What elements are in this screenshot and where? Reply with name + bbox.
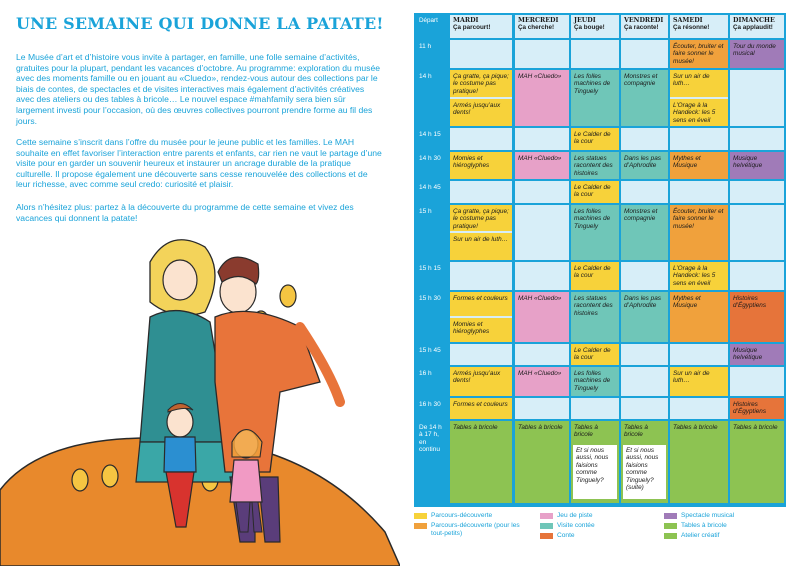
legend [414, 512, 786, 562]
time-slot: 14 h 30 [419, 155, 441, 162]
legend-label: Spectacle musical [681, 512, 735, 519]
activity-cell: Momies et hiéroglyphes [450, 318, 512, 342]
legend-item [664, 532, 782, 540]
empty-slot [670, 181, 728, 203]
activity-cell: Mythes et Musique [670, 152, 728, 179]
activity-cell: Sur un air de luth… [670, 367, 728, 396]
empty-slot [515, 262, 569, 290]
legend-swatch [414, 513, 427, 519]
activity-cell: Tour du monde musical [730, 40, 784, 68]
day-theme: Ça parcourt! [453, 24, 491, 32]
activity-cell: Le Calder de la cour [571, 344, 619, 365]
activity-cell: Histoires d’Égyptiens [730, 292, 784, 342]
legend-swatch [540, 513, 553, 519]
activity-cell: Écouter, bruiter et faire sonner le musée! [670, 205, 728, 260]
day-theme: Ça raconte! [624, 24, 659, 32]
empty-slot [515, 128, 569, 150]
legend-item [664, 512, 782, 520]
activity-cell: Ça gratte, ça pique; le costume pas pratique! [450, 70, 512, 97]
activity-cell: Tables à bricole [621, 421, 668, 503]
empty-slot [515, 344, 569, 365]
time-slot: 14 h 15 [419, 131, 441, 138]
activity-cell: Le Calder de la cour [571, 262, 619, 290]
activity-cell: Tables à bricole [670, 421, 728, 503]
activity-cell: Mythes et Musique [670, 292, 728, 342]
day-theme: Ça bouge! [574, 24, 605, 32]
empty-slot [450, 262, 512, 290]
legend-label: Tables à bricole [681, 522, 727, 529]
time-slot: 16 h [419, 370, 432, 377]
legend-swatch [664, 533, 677, 539]
legend-item [540, 532, 658, 540]
activity-cell: Le Calder de la cour [571, 181, 619, 203]
activity-cell: Sur un air de luth… [670, 70, 728, 97]
empty-slot [730, 367, 784, 396]
legend-label: Jeu de piste [557, 512, 593, 519]
time-slot: De 14 h à 17 h, en continu [419, 424, 442, 454]
activity-cell: L’Orage à la Handeck: les 5 sens en éveil [670, 99, 728, 126]
activity-cell: Formes et couleurs [450, 398, 512, 419]
empty-slot [515, 40, 569, 68]
empty-slot [621, 40, 668, 68]
day-name: VENDREDI [624, 17, 664, 24]
activity-cell: Monstres et compagnie [621, 70, 668, 126]
intro-paragraph: Le Musée d’art et d’histoire vous invite à partager, en famille, une folle semaine d’activités, gratuites pour la plupart, pendant les vacances d’octobre. Au programme: exploration du musée avec des moments famille ou en jouant au «Cluedo», rendez-vous autour des collections par le biais de contes, de spectacles et de visites interactives mais également d’activités créatives avec des ateliers ou des tables à bricole… Le nouvel espace #mahfamily sera bien sûr largement investi pour l’occasion, où des œuvres collectives pourront prendre forme au fil des jours. [16, 52, 381, 126]
activity-cell: Sur un air de luth… [450, 233, 512, 260]
activity-cell: Armés jusqu’aux dents! [450, 99, 512, 126]
legend-label: Parcours-découverte [431, 512, 493, 519]
day-theme: Ça résonne! [673, 24, 710, 32]
legend-item [664, 522, 782, 530]
workshop-box: Et si nous aussi, nous faisions comme Tinguely? [573, 445, 617, 499]
empty-slot [730, 205, 784, 260]
activity-cell: MAH «Cluedo» [515, 70, 569, 126]
activity-cell: Les statues racontent des histoires [571, 292, 619, 342]
activity-cell: Musique helvétique [730, 344, 784, 365]
activity-cell: Écouter, bruiter et faire sonner le musée! [670, 40, 728, 68]
time-slot: 11 h [419, 43, 432, 50]
time-slot: 15 h [419, 208, 432, 215]
activity-cell: Musique helvétique [730, 152, 784, 179]
header-depart: Départ [419, 17, 438, 24]
empty-slot [621, 181, 668, 203]
activity-cell: Dans les pas d’Aphrodite [621, 152, 668, 179]
time-slot: 14 h 45 [419, 184, 441, 191]
legend-swatch [664, 523, 677, 529]
header-day [730, 15, 784, 38]
empty-slot [670, 398, 728, 419]
header-day [450, 15, 512, 38]
activity-cell: MAH «Cluedo» [515, 152, 569, 179]
day-name: SAMEDI [673, 17, 703, 24]
day-name: MARDI [453, 17, 479, 24]
empty-slot [450, 344, 512, 365]
mission-paragraph: Cette semaine s’inscrit dans l’offre du musée pour le jeune public et les familles. Le MAH souhaite en effet favoriser l’interaction entre parents et enfants, car rien ne vaut le partage d’une visite pour en garder un souvenir heureux et instaurer un ancrage durable de la pratique culturelle. Il propose également une découverte sans cesse renouvelée des collections et de leur richesse, avec comme seul credo: curiosité et plaisir. [16, 137, 382, 190]
header-day [571, 15, 619, 38]
activity-cell: Armés jusqu’aux dents! [450, 367, 512, 396]
legend-label: Atelier créatif [681, 532, 720, 539]
activity-cell: Ça gratte, ça pique; le costume pas pratique! [450, 205, 512, 231]
header-day [515, 15, 569, 38]
legend-swatch [540, 523, 553, 529]
day-name: DIMANCHE [733, 17, 775, 24]
empty-slot [450, 40, 512, 68]
activity-cell: Les folles machines de Tinguely [571, 70, 619, 126]
day-name: JEUDI [574, 17, 596, 24]
time-slot: 15 h 15 [419, 265, 441, 272]
activity-cell: Tables à bricole [571, 421, 619, 503]
legend-label: Parcours-découverte (pour les tout-petits) [431, 522, 520, 537]
activity-cell: Histoires d’Égyptiens [730, 398, 784, 419]
day-name: MERCREDI [518, 17, 559, 24]
legend-item [414, 522, 524, 537]
legend-label: Visite contée [557, 522, 595, 529]
legend-item [414, 512, 532, 520]
empty-slot [450, 128, 512, 150]
activity-cell: Les folles machines de Tinguely [571, 205, 619, 260]
activity-cell: Dans les pas d’Aphrodite [621, 292, 668, 342]
empty-slot [571, 398, 619, 419]
call-to-action-paragraph: Alors n’hésitez plus: partez à la découverte du programme de cette semaine et vivez des vacances qui donnent la patate! [16, 202, 354, 223]
activity-cell: Tables à bricole [515, 421, 569, 503]
empty-slot [450, 181, 512, 203]
empty-slot [515, 181, 569, 203]
legend-swatch [414, 523, 427, 529]
empty-slot [730, 262, 784, 290]
workshop-box: Et si nous aussi, nous faisions comme Tinguely? (suite) [623, 445, 666, 499]
activity-cell: MAH «Cluedo» [515, 367, 569, 396]
page-title: UNE SEMAINE QUI DONNE LA PATATE! [16, 14, 384, 33]
activity-cell: Le Calder de la cour [571, 128, 619, 150]
activity-cell: Tables à bricole [450, 421, 512, 503]
activity-cell: Les folles machines de Tinguely [571, 367, 619, 396]
time-slot: 15 h 45 [419, 347, 441, 354]
empty-slot [515, 398, 569, 419]
header-day [670, 15, 728, 38]
time-slot: 15 h 30 [419, 295, 441, 302]
legend-item [540, 522, 658, 530]
header-day [621, 15, 668, 38]
activity-cell: Formes et couleurs [450, 292, 512, 316]
empty-slot [515, 205, 569, 260]
activity-cell: Les statues racontent des histoires [571, 152, 619, 179]
empty-slot [730, 70, 784, 126]
activity-cell: Tables à bricole [730, 421, 784, 503]
legend-swatch [664, 513, 677, 519]
empty-slot [670, 344, 728, 365]
empty-slot [621, 262, 668, 290]
activity-cell: Monstres et compagnie [621, 205, 668, 260]
empty-slot [670, 128, 728, 150]
family-illustration [0, 232, 400, 566]
legend-item [540, 512, 658, 520]
activity-cell: L’Orage à la Handeck: les 5 sens en éveil [670, 262, 728, 290]
day-theme: Ça applaudit! [733, 24, 773, 32]
empty-slot [571, 40, 619, 68]
empty-slot [621, 128, 668, 150]
time-slot: 14 h [419, 73, 432, 80]
activity-cell: MAH «Cluedo» [515, 292, 569, 342]
empty-slot [730, 181, 784, 203]
day-theme: Ça cherche! [518, 24, 555, 32]
empty-slot [621, 398, 668, 419]
time-slot: 16 h 30 [419, 401, 441, 408]
empty-slot [621, 367, 668, 396]
legend-label: Conte [557, 532, 575, 539]
empty-slot [621, 344, 668, 365]
activity-cell: Momies et hiéroglyphes [450, 152, 512, 179]
legend-swatch [540, 533, 553, 539]
empty-slot [730, 128, 784, 150]
